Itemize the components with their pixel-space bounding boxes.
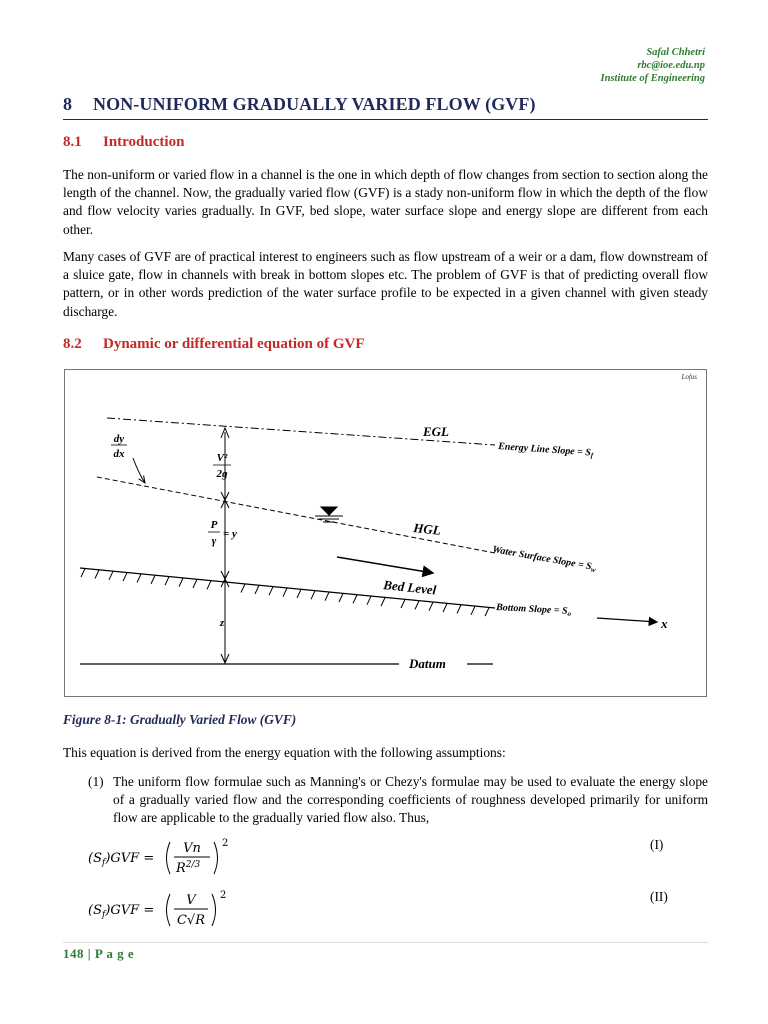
label-energy-line-slope: Energy Line Slope = $S_f$ — [497, 441, 594, 460]
author-name: Safal Chhetri — [646, 47, 705, 58]
section-heading-dynamic-equation — [63, 336, 365, 353]
section-number: 8.2 — [63, 336, 82, 352]
eq1-paren-left — [167, 842, 171, 874]
page-footer — [63, 946, 134, 962]
label-bed-level: Bed Level — [382, 577, 438, 598]
eq1-paren-right — [214, 842, 218, 874]
eq1-lhs: $(S_f)GVF$ = — [88, 851, 155, 868]
equation-ii — [88, 886, 268, 937]
equation-ii-svg — [88, 886, 268, 932]
section-title: Introduction — [103, 134, 185, 150]
chapter-number: 8 — [63, 94, 73, 114]
page-number: 148 — [63, 946, 84, 961]
paragraph-introduction-1: The non-uniform or varied flow in a channel is the one in which depth of flow changes from section to section along the length of the channel. Now, the gradually varied flow (GVF) is a stady non-uniform flow in which the depth of the flow and flow velocity varies gradually. In GVF, bed slope, water surface slope and energy slope are different from each other. — [63, 167, 708, 237]
label-v-squared: V² — [216, 452, 228, 464]
institute-name: Institute of Engineering — [600, 73, 705, 84]
x-axis-arrow — [597, 618, 657, 622]
figure-gvf — [64, 369, 707, 697]
eq1-denominator: $R^{2/3}$ — [176, 860, 201, 876]
label-equals-y: = y — [223, 528, 237, 540]
eq2-denominator: C√R — [176, 913, 206, 928]
page-word: P a g e — [94, 946, 135, 961]
paragraph-assumptions-intro: This equation is derived from the energy equation with the following assumptions: — [63, 745, 506, 760]
eq2-lhs: $(S_f)GVF$ = — [88, 903, 155, 920]
eq2-power: 2 — [220, 890, 227, 901]
equation-label-i: (I) — [650, 837, 664, 852]
slope-indicator-arrow — [133, 458, 145, 483]
eq1-numerator: Vn — [183, 841, 201, 856]
label-egl: EGL — [423, 424, 449, 439]
author-email: rbc@ioe.edu.np — [637, 60, 705, 71]
eq1-power: 2 — [222, 838, 229, 849]
eq2-paren-right — [212, 894, 216, 926]
list-item — [88, 773, 708, 828]
equation-label-ii: (II) — [650, 889, 668, 904]
equation-i-svg — [88, 834, 268, 880]
label-dx: dx — [113, 448, 125, 460]
chapter-title-text: NON-UNIFORM GRADUALLY VARIED FLOW (GVF) — [93, 94, 536, 114]
hgl-line — [97, 477, 495, 553]
label-water-surface-slope: Water Surface Slope = $S_w$ — [491, 544, 597, 575]
footer-separator: | — [87, 946, 92, 961]
label-x-axis: x — [661, 616, 668, 631]
label-bottom-slope: Bottom Slope = $S_o$ — [495, 602, 572, 618]
label-dy: dy — [113, 433, 125, 445]
figure-caption: Figure 8-1: Gradually Varied Flow (GVF) — [63, 712, 297, 727]
figure-watermark: Lofus — [681, 373, 697, 381]
header-block — [601, 46, 705, 85]
paragraph-introduction-2: Many cases of GVF are of practical interest to engineers such as flow upstream of a weir or a dam, flow downstream of a sluice gate, flow in channels with break in bottom slopes etc. The problem of GVF is that of predicting overall flow pattern, or in other words prediction of the water surface profile to be expected in a given channel with given steady discharge. — [63, 249, 708, 319]
section-number: 8.1 — [63, 134, 82, 150]
flow-direction-arrow — [337, 557, 433, 573]
label-gamma: γ — [211, 535, 217, 547]
section-heading-introduction — [63, 134, 184, 151]
gvf-diagram — [65, 370, 706, 696]
chapter-title — [63, 94, 708, 120]
label-z: z — [219, 617, 225, 629]
section-title: Dynamic or differential equation of GVF — [103, 336, 365, 352]
eq2-numerator: V — [186, 893, 196, 908]
footer-rule — [63, 942, 708, 943]
label-datum: Datum — [409, 656, 446, 671]
label-2g: 2g — [216, 468, 228, 480]
eq2-paren-left — [167, 894, 171, 926]
list-item-text: The uniform flow formulae such as Manning's or Chezy's formulae may be used to evaluate the energy slope of a gradually varied flow and the corresponding coefficients of roughness developed primarily for uniform flow are applicable to the gradually varied flow also. Thus, — [113, 774, 708, 826]
label-p: P — [210, 519, 218, 531]
list-marker: (1) — [88, 774, 104, 789]
equation-i — [88, 834, 268, 885]
label-hgl: HGL — [412, 520, 442, 538]
